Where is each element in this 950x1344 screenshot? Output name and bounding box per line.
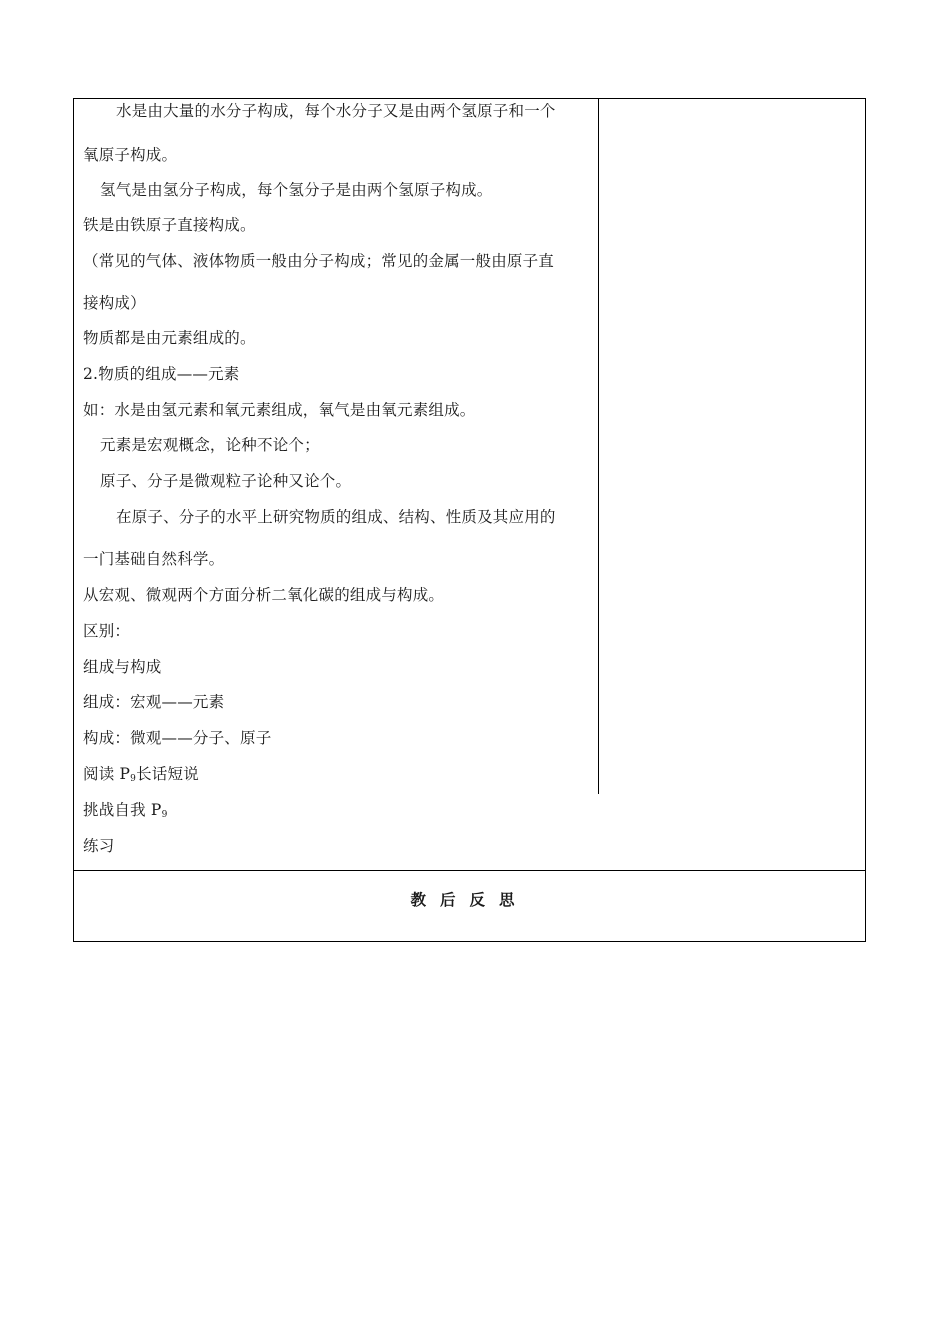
paragraph-challenge: [83, 800, 168, 825]
paragraph-reading: [83, 764, 199, 789]
reading-suffix: 长话短说: [136, 765, 199, 783]
paragraph-elements-composition: 物质都是由元素组成的。: [83, 329, 256, 347]
paragraph-element-concept: 元素是宏观概念，论种不论个；: [100, 436, 320, 454]
reading-page-subscript: 9: [130, 774, 137, 784]
challenge-page-subscript: 9: [161, 810, 168, 820]
paragraph-common-line1: （常见的气体、液体物质一般由分子构成；常见的金属一般由原子直: [83, 252, 555, 270]
paragraph-co2-task: 从宏观、微观两个方面分析二氧化碳的组成与构成。: [83, 586, 445, 604]
paragraph-water-line2: 氧原子构成。: [83, 146, 178, 164]
paragraph-example: 如：水是由氢元素和氧元素组成，氧气是由氧元素组成。: [83, 401, 476, 419]
reflection-title: 教后反思: [410, 891, 529, 909]
paragraph-exercise: 练习: [83, 837, 115, 855]
column-divider: [598, 98, 599, 794]
paragraph-iron: 铁是由铁原子直接构成。: [83, 216, 256, 234]
row-divider: [73, 870, 866, 871]
paragraph-composition-macro: 组成：宏观——元素: [83, 693, 225, 711]
paragraph-hydrogen: 氢气是由氢分子构成，每个氢分子是由两个氢原子构成。: [100, 181, 493, 199]
challenge-prefix: 挑战自我 P: [83, 801, 162, 819]
label-composition-vs-structure: 组成与构成: [83, 658, 162, 676]
paragraph-chemistry-line1: 在原子、分子的水平上研究物质的组成、结构、性质及其应用的: [116, 508, 556, 526]
paragraph-water-line1: 水是由大量的水分子构成，每个水分子又是由两个氢原子和一个: [116, 102, 556, 120]
paragraph-structure-micro: 构成：微观——分子、原子: [83, 729, 272, 747]
paragraph-particle-concept: 原子、分子是微观粒子论种又论个。: [100, 472, 352, 490]
label-difference: 区别：: [83, 622, 131, 640]
paragraph-common-line2: 接构成）: [83, 294, 146, 312]
reading-prefix: 阅读 P: [83, 765, 131, 783]
paragraph-chemistry-line2: 一门基础自然科学。: [83, 550, 225, 568]
section-heading-composition: 2.物质的组成——元素: [83, 365, 240, 383]
